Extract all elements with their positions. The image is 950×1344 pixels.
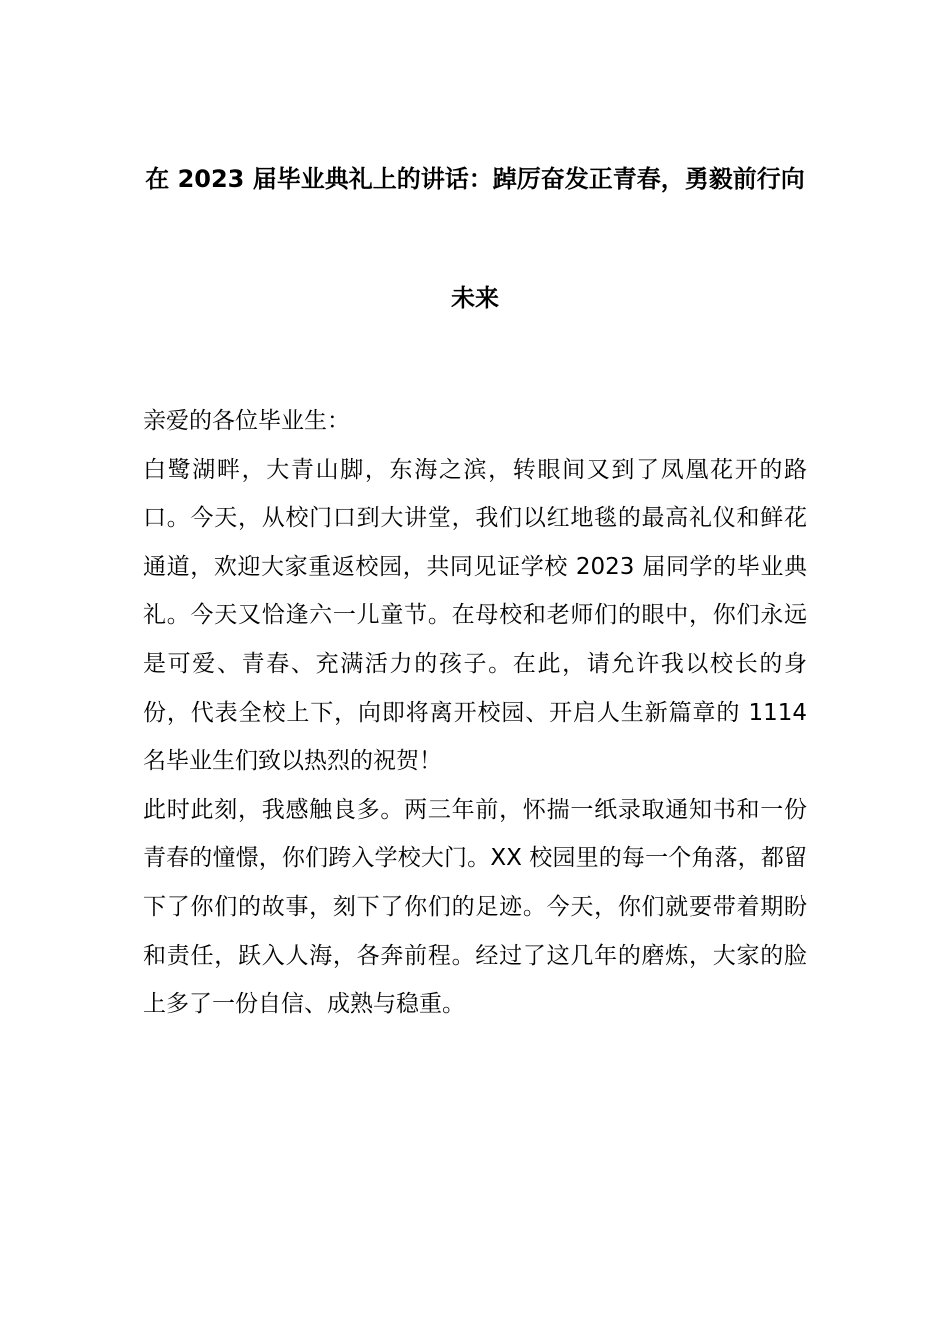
document-title-line-2: 未来 xyxy=(451,284,499,312)
salutation-paragraph: 亲爱的各位毕业生： xyxy=(143,408,350,434)
document-title-line-1: 在 2023 届毕业典礼上的讲话：踔厉奋发正青春，勇毅前行向 xyxy=(145,165,805,193)
document-body xyxy=(143,397,807,1029)
body-paragraph-2: 此时此刻，我感触良多。两三年前，怀揣一纸录取通知书和一份青春的憧憬，你们跨入学校大门。XX 校园里的每一个角落，都留下了你们的故事，刻下了你们的足迹。今天，你们就要带着期盼和责任，跃入人海，各奔前程。经过了这几年的磨炼，大家的脸上多了一份自信、成熟与稳重。 xyxy=(143,796,807,1018)
body-paragraph-1: 白鹭湖畔，大青山脚，东海之滨，转眼间又到了凤凰花开的路口。今天，从校门口到大讲堂，我们以红地毯的最高礼仪和鲜花通道，欢迎大家重返校园，共同见证学校 2023 届同学的毕业典礼。今天又恰逢六一儿童节。在母校和老师们的眼中，你们永远是可爱、青春、充满活力的孩子。在此，请允许我以校长的身份，代表全校上下，向即将离开校园、开启人生新篇章的 1114 名毕业生们致以热烈的祝贺！ xyxy=(143,456,807,775)
